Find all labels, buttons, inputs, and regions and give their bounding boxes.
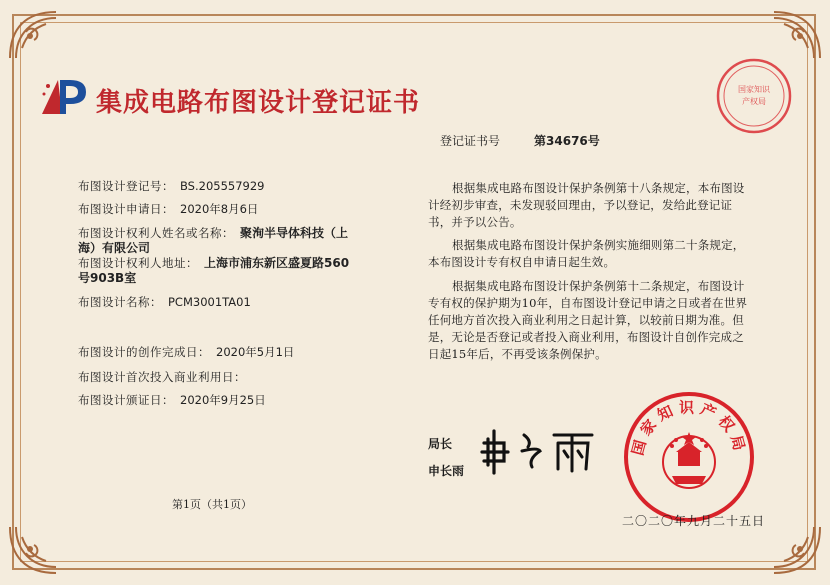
field-design-name: 布图设计名称： PCM3001TA01 (78, 295, 251, 309)
paragraph-protection-term: 根据集成电路布图设计保护条例第十二条规定，布图设计专有权的保护期为10年，自布图设计登记申请之日或者在世界任何地方首次投入商业利用之日起计算，以较前日期为准。但是，无论是否登记或者投入商业利用，布图设计自创作完成之日起15年后，不再受该条例保护。 (428, 279, 748, 361)
ip-logo-icon (40, 74, 96, 118)
certificate-number: 登记证书号 第34676号 (440, 134, 600, 148)
field-application-date: 布图设计申请日： 2020年8月6日 (78, 202, 259, 216)
corner-ornament (6, 8, 66, 68)
svg-text:产权局: 产权局 (742, 97, 766, 106)
director-title: 局长 (428, 437, 453, 451)
field-owner-name: 布图设计权利人姓名或名称： 聚洵半导体科技（上 (78, 226, 349, 240)
handwritten-signature (480, 425, 610, 475)
field-creation-date: 布图设计的创作完成日： 2020年5月1日 (78, 345, 295, 359)
official-seal (622, 390, 756, 524)
registration-seal (714, 56, 794, 136)
director-name: 申长雨 (428, 464, 465, 478)
field-owner-name-cont: 海）有限公司 (78, 241, 151, 255)
corner-ornament (6, 517, 66, 577)
certificate-title: 集成电路布图设计登记证书 (96, 88, 421, 118)
field-commercial-date: 布图设计首次投入商业利用日： (78, 370, 246, 384)
issue-date: 二〇二〇年九月二十五日 (622, 514, 766, 528)
page-number: 第1页（共1页） (172, 498, 252, 511)
paragraph-effective: 根据集成电路布图设计保护条例实施细则第二十条规定，本布图设计专有权自申请日起生效。 (428, 238, 745, 269)
corner-ornament (764, 517, 824, 577)
field-registration-number: 布图设计登记号： BS.205557929 (78, 179, 265, 193)
field-owner-address: 布图设计权利人地址： 上海市浦东新区盛夏路560 (78, 256, 350, 270)
svg-text:国家知识产权局: 国家知识产权局 (628, 398, 750, 458)
field-owner-address-cont: 号903B室 (78, 271, 137, 285)
field-issue-date: 布图设计颁证日： 2020年9月25日 (78, 393, 266, 407)
paragraph-registration: 根据集成电路布图设计保护条例第十八条规定，本布图设计经初步审查，未发现驳回理由，予以登记，发给此登记证书，并予以公告。 (428, 181, 745, 229)
svg-text:国家知识: 国家知识 (738, 85, 770, 94)
